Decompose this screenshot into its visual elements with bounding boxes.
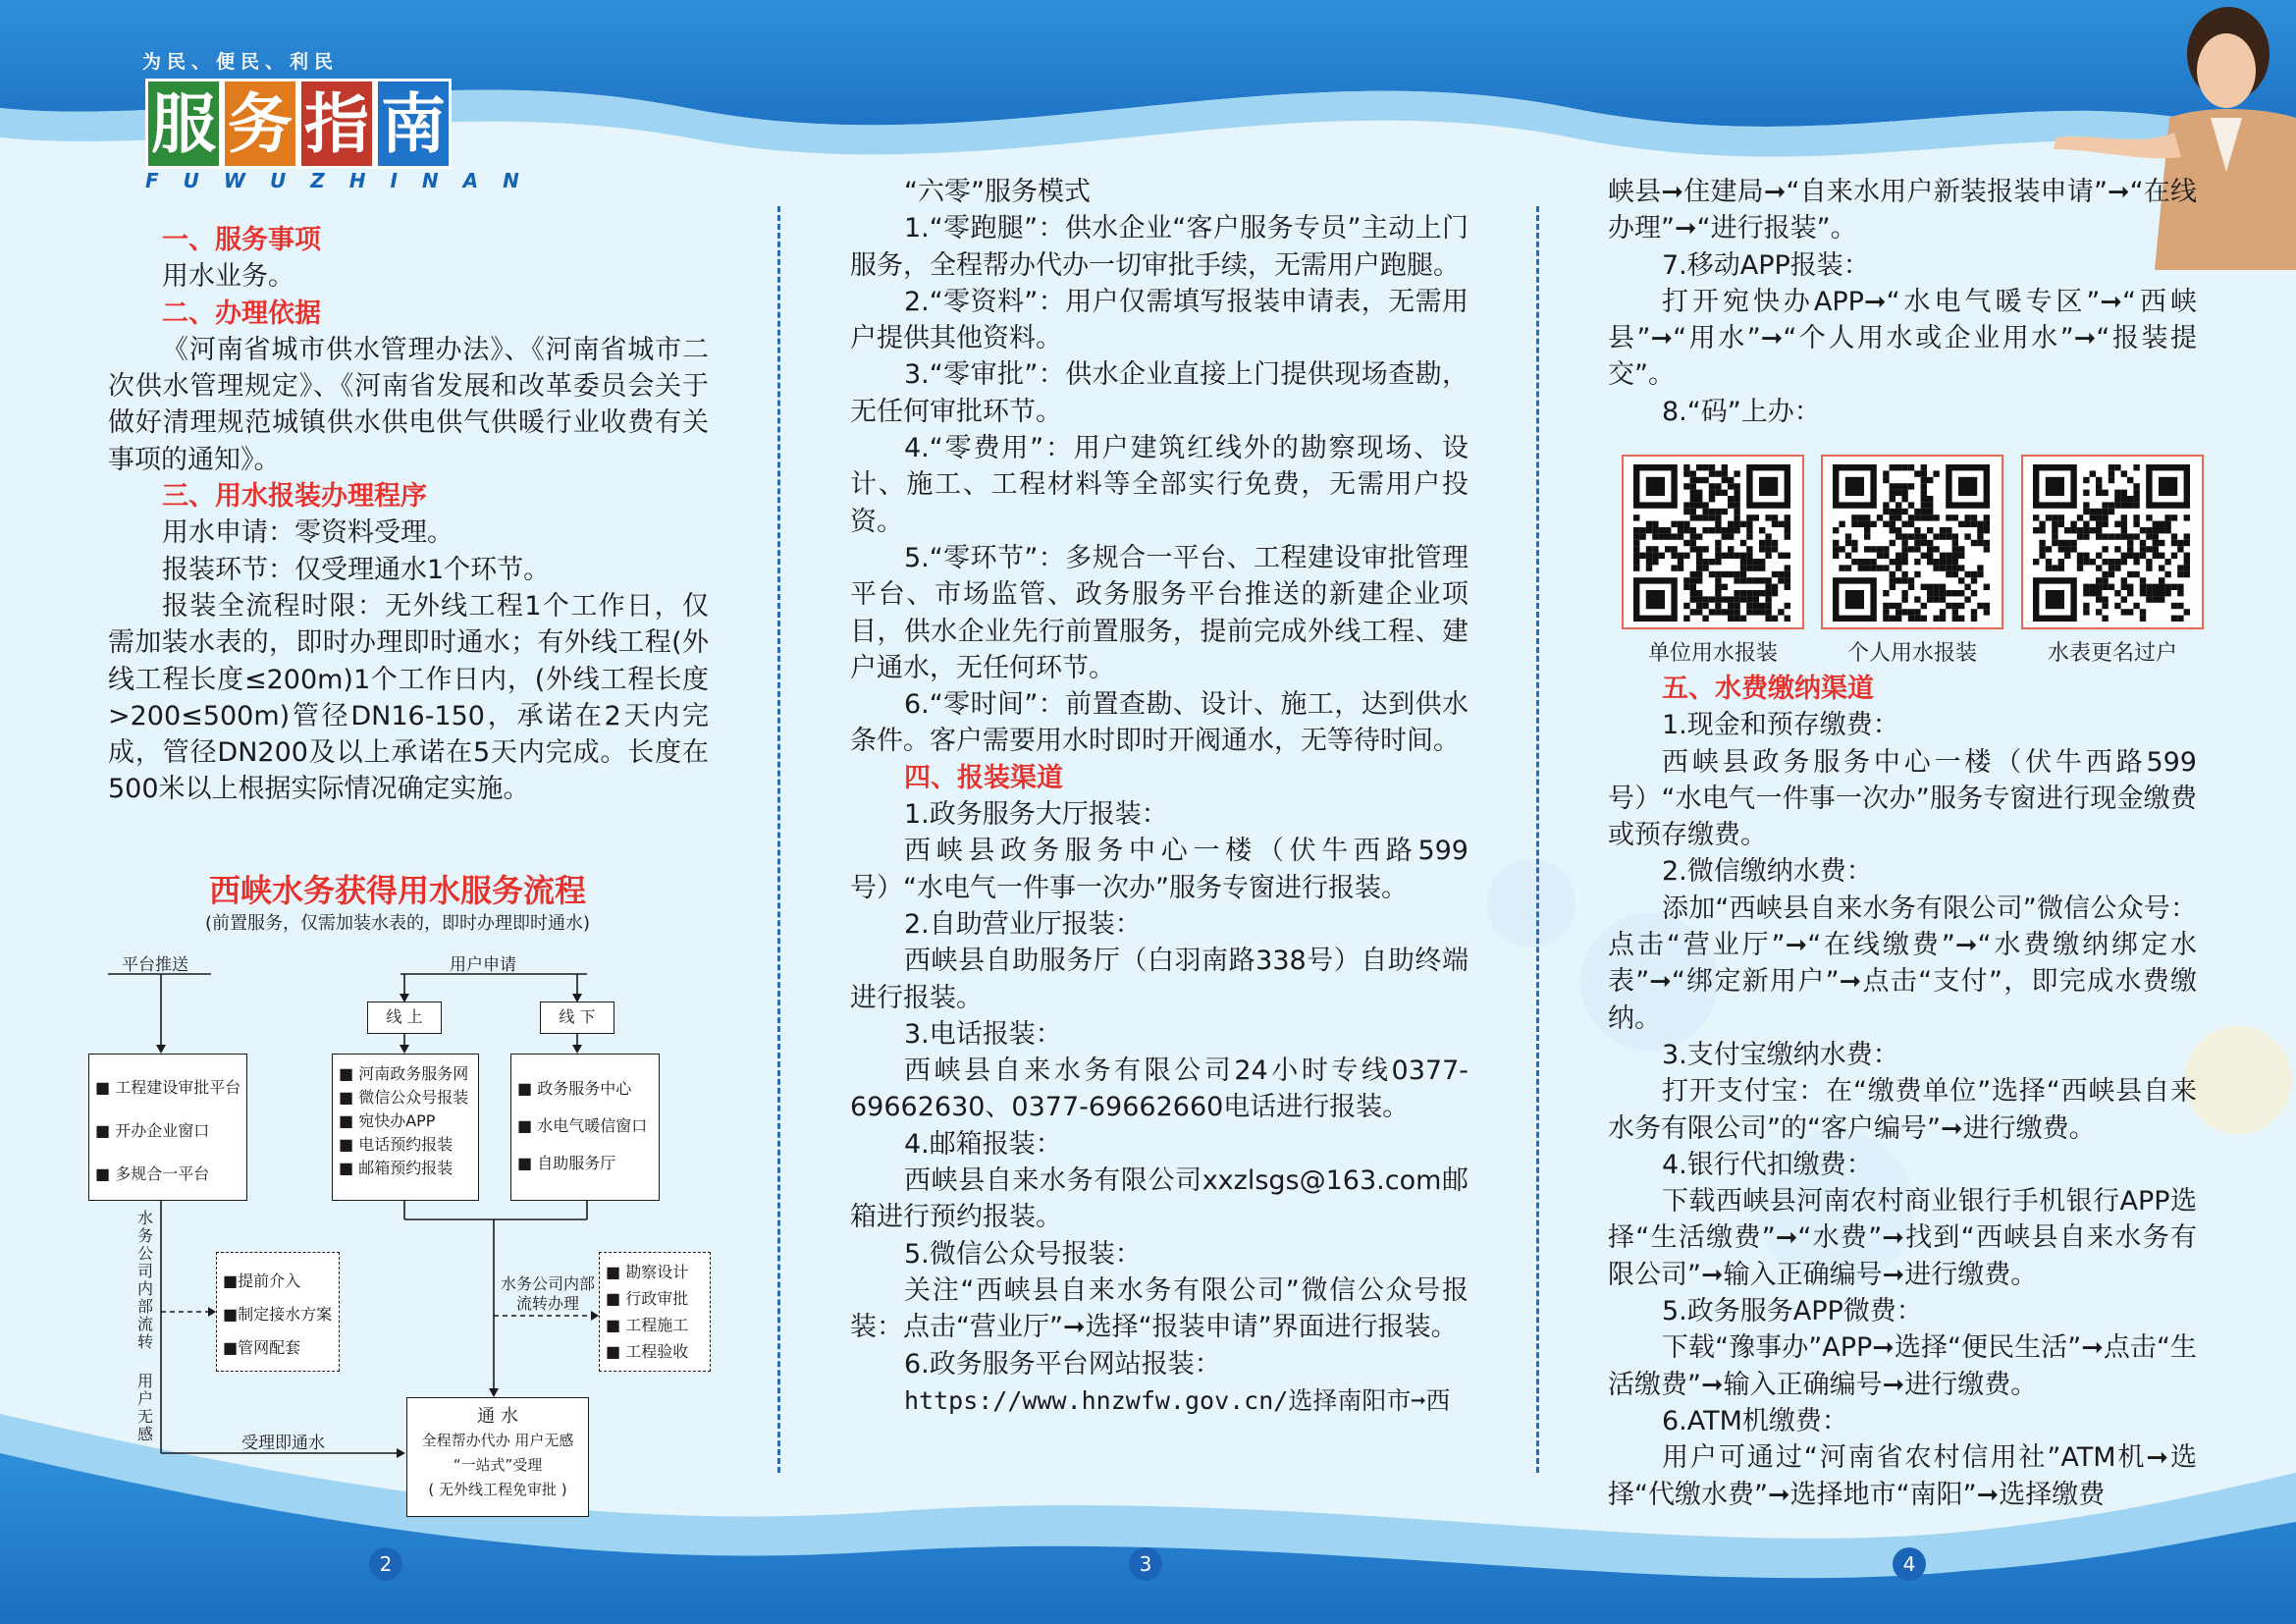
paragraph: 5.微信公众号报装： bbox=[904, 1238, 1142, 1270]
flow-item: ■制定接水方案 bbox=[223, 1305, 333, 1324]
paragraph: 1.政务服务大厅报装： bbox=[904, 799, 1168, 831]
flow-online-channels-box bbox=[332, 1054, 479, 1201]
flow-item: ■ 多规合一平台 bbox=[95, 1164, 210, 1183]
flow-platform-box bbox=[88, 1054, 247, 1201]
flow-item: ■ 邮箱预约报装 bbox=[339, 1159, 454, 1177]
paragraph: 西峡县政务服务中心一楼（伏牛西路599号）“水电气一件事一次办”服务专窗进行现金缴费或预存缴费。 bbox=[1608, 746, 2197, 851]
flow-item: ■ 工程建设审批平台 bbox=[95, 1078, 241, 1097]
column-divider bbox=[1536, 206, 1539, 1473]
flow-item: ■ 工程施工 bbox=[606, 1316, 689, 1334]
flow-item: ■ 水电气暖信窗口 bbox=[517, 1116, 648, 1135]
flow-platform-push: 平台推送 bbox=[122, 955, 188, 975]
logo-char-4: 南 bbox=[375, 79, 452, 169]
paragraph: 4.“零费用”：用户建筑红线外的勘察现场、设计、施工、工程材料等全部实行免费，无需用户投资。 bbox=[850, 433, 1468, 537]
paragraph: 西峡县政务服务中心一楼（伏牛西路599号）“水电气一件事一次办”服务专窗进行报装。 bbox=[850, 836, 1468, 903]
logo-char-1: 服 bbox=[145, 79, 222, 169]
section-heading: 五、水费缴纳渠道 bbox=[1662, 674, 1874, 704]
flow-item: ■ 微信公众号报装 bbox=[339, 1088, 469, 1107]
flow-item: ( 无外线工程免审批 ) bbox=[428, 1481, 567, 1498]
flow-accept-label: 受理即通水 bbox=[241, 1434, 325, 1453]
flow-user-apply: 用户申请 bbox=[450, 955, 516, 975]
paragraph: 添加“西峡县自来水务有限公司”微信公众号：点击“营业厅”➞“在线缴费”➞“水费缴纳绑定水表”➞“绑定新用户”➞点击“支付”，即完成水费缴纳。 bbox=[1608, 893, 2197, 1034]
flow-offline-box: 线 下 bbox=[540, 1001, 614, 1034]
qr-code-icon bbox=[2033, 464, 2192, 622]
paragraph: 3.支付宝缴纳水费： bbox=[1662, 1039, 1899, 1070]
paragraph: 2.微信缴纳水费： bbox=[1662, 856, 1873, 888]
paragraph: 2.“零资料”：用户仅需填写报装申请表，无需用户提供其他资料。 bbox=[850, 286, 1468, 354]
flow-final-box bbox=[406, 1397, 589, 1517]
paragraph: 西峡县自来水务有限公司24小时专线0377-69662630、0377-69662660电话进行报装。 bbox=[850, 1056, 1468, 1123]
paragraph: 打开宛快办APP➞“水电气暖专区”➞“西峡县”➞“用水”➞“个人用水或企业用水”➞“报装提交”。 bbox=[1608, 286, 2197, 391]
paragraph: 1.“零跑腿”：供水企业“客户服务专员”主动上门服务，全程帮办代办一切审批手续，无需用户跑腿。 bbox=[850, 213, 1468, 281]
flow-item: ■ 自助服务厅 bbox=[517, 1154, 616, 1172]
logo-char-2: 务 bbox=[222, 79, 298, 169]
flow-offline-channels-box bbox=[510, 1054, 660, 1201]
flow-user-unaware: 用户无感 bbox=[137, 1372, 154, 1443]
paragraph: 下载“豫事办”APP➞选择“便民生活”➞点击“生活缴费”➞输入正确编号➞进行缴费。 bbox=[1608, 1332, 2197, 1400]
paragraph: 3.“零审批”：供水企业直接上门提供现场查勘，无任何审批环节。 bbox=[850, 359, 1468, 427]
qr-caption: 单位用水报装 bbox=[1647, 641, 1778, 666]
flow-item: ■管网配套 bbox=[223, 1338, 301, 1357]
qr-code-icon bbox=[1833, 464, 1992, 622]
flow-final-title: 通 水 bbox=[477, 1406, 518, 1427]
paragraph: 6.ATM机缴费： bbox=[1662, 1405, 1848, 1436]
flow-item: ■ 工程验收 bbox=[606, 1342, 689, 1361]
paragraph: 4.银行代扣缴费： bbox=[1662, 1149, 1873, 1180]
flow-item: 全程帮办代办 用户无感 bbox=[421, 1432, 574, 1449]
column-2-text bbox=[850, 174, 1468, 1419]
page-number: 3 bbox=[1129, 1547, 1162, 1581]
paragraph: 打开支付宝：在“缴费单位”选择“西峡县自来水务有限公司”的“客户编号”➞进行缴费。 bbox=[1608, 1076, 2197, 1144]
column-3-top-text bbox=[1608, 174, 2197, 430]
section-heading: 二、办理依据 bbox=[162, 298, 321, 329]
flow-approval-box bbox=[599, 1252, 711, 1372]
page-number: 2 bbox=[369, 1547, 402, 1581]
logo-char-3: 指 bbox=[298, 79, 375, 169]
qr-code-meter-transfer[interactable] bbox=[2021, 455, 2204, 629]
flow-item: ■ 政务服务中心 bbox=[517, 1079, 632, 1098]
qr-caption: 个人用水报装 bbox=[1846, 641, 1977, 666]
paragraph: 用水申请：零资料受理。 bbox=[162, 517, 454, 549]
qr-code-personal-install[interactable] bbox=[1821, 455, 2003, 629]
paragraph: 8.“码”上办： bbox=[1662, 396, 1821, 427]
paragraph: 报装全流程时限：无外线工程1个工作日，仅需加装水表的，即时办理即时通水；有外线工程(外线工程长度≤200m)1个工作日内，(外线工程长度>200≤500m)管径DN16-150，承诺在2天内完成，管径DN200及以上承诺在5天内完成。长度在500米以上根据实际情况确定实施。 bbox=[108, 590, 709, 805]
paragraph: “六零”服务模式 bbox=[904, 177, 1091, 207]
paragraph: 关注“西峡县自来水务有限公司”微信公众号报装：点击“营业厅”➞选择“报装申请”界面进行报装。 bbox=[850, 1274, 1468, 1343]
section-heading: 四、报装渠道 bbox=[904, 762, 1063, 793]
paragraph: 用水业务。 bbox=[162, 261, 294, 293]
flow-item: ■ 行政审批 bbox=[606, 1289, 689, 1308]
flow-item: ■ 勘察设计 bbox=[606, 1263, 689, 1281]
paragraph: 3.电话报装： bbox=[904, 1018, 1062, 1050]
page-number: 4 bbox=[1893, 1547, 1926, 1581]
paragraph: 7.移动APP报装： bbox=[1662, 249, 1870, 281]
flow-item: ■ 宛快办APP bbox=[339, 1111, 436, 1130]
paragraph: 5.政务服务APP微费： bbox=[1662, 1296, 1923, 1327]
qr-code-icon bbox=[1633, 464, 1792, 622]
section-heading: 三、用水报装办理程序 bbox=[162, 481, 427, 513]
flow-online-box: 线 上 bbox=[367, 1001, 442, 1034]
flow-item: ■ 电话预约报装 bbox=[339, 1135, 454, 1154]
paragraph: 报装环节：仅受理通水1个环节。 bbox=[162, 554, 551, 585]
flow-subtitle: (前置服务，仅需加装水表的，即时办理即时通水) bbox=[204, 913, 591, 934]
flow-item: “一站式”受理 bbox=[453, 1456, 543, 1474]
flow-item: ■ 开办企业窗口 bbox=[95, 1121, 210, 1140]
flow-item: ■提前介入 bbox=[223, 1272, 301, 1290]
column-3-bottom-text bbox=[1608, 671, 2197, 1513]
paragraph: 用户可通过“河南省农村信用社”ATM机➞选择“代缴水费”➞选择地市“南阳”➞选择缴费 bbox=[1608, 1442, 2197, 1510]
logo-slogan: 为民、便民、利民 bbox=[142, 51, 340, 73]
paragraph: 西峡县自助服务厅（白羽南路338号）自助终端进行报装。 bbox=[850, 946, 1468, 1013]
paragraph: 西峡县自来水务有限公司xxzlsgs@163.com邮箱进行预约报装。 bbox=[850, 1165, 1468, 1233]
section-heading: 一、服务事项 bbox=[162, 225, 321, 255]
paragraph: 峡县➞住建局➞“自来水用户新装报装申请”➞“在线办理”➞“进行报装”。 bbox=[1608, 177, 2197, 244]
paragraph: 《河南省城市供水管理办法》、《河南省城市二次供水管理规定》、《河南省发展和改革委员会关于做好清理规范城镇供水供电供气供暖行业收费有关事项的通知》。 bbox=[108, 334, 709, 475]
column-divider bbox=[777, 206, 780, 1473]
paragraph: 1.现金和预存缴费： bbox=[1662, 710, 1899, 741]
paragraph: 6.政务服务平台网站报装： bbox=[904, 1348, 1221, 1380]
flow-internal-right: 水务公司内部流转办理 bbox=[500, 1274, 595, 1313]
paragraph: 2.自助营业厅报装： bbox=[904, 908, 1142, 940]
qr-code-unit-install[interactable] bbox=[1622, 455, 1804, 629]
flow-title: 西峡水务获得用水服务流程 bbox=[208, 872, 586, 909]
paragraph: 下载西峡县河南农村商业银行手机银行APP选择“生活缴费”➞“水费”➞找到“西峡县自来水务有限公司”➞输入正确编号➞进行缴费。 bbox=[1608, 1186, 2197, 1290]
flow-internal-left: 水务公司内部流转 bbox=[137, 1209, 154, 1351]
qr-caption: 水表更名过户 bbox=[2047, 641, 2177, 666]
paragraph: 5.“零环节”：多规合一平台、工程建设审批管理平台、市场监管、政务服务平台推送的新建企业项目，供水企业先行前置服务，提前完成外线工程、建户通水，无任何环节。 bbox=[850, 542, 1468, 683]
paragraph: 4.邮箱报装： bbox=[904, 1128, 1062, 1160]
paragraph: https://www.hnzwfw.gov.cn/选择南阳市➞西 bbox=[904, 1385, 1451, 1415]
paragraph: 6.“零时间”：前置查勘、设计、施工，达到供水条件。客户需要用水时即时开阀通水，无等待时间。 bbox=[850, 689, 1468, 757]
flow-item: ■ 河南政务服务网 bbox=[339, 1064, 469, 1083]
logo-pinyin: FUWUZHINAN bbox=[145, 169, 544, 192]
flow-internal-tasks-box bbox=[216, 1252, 340, 1372]
